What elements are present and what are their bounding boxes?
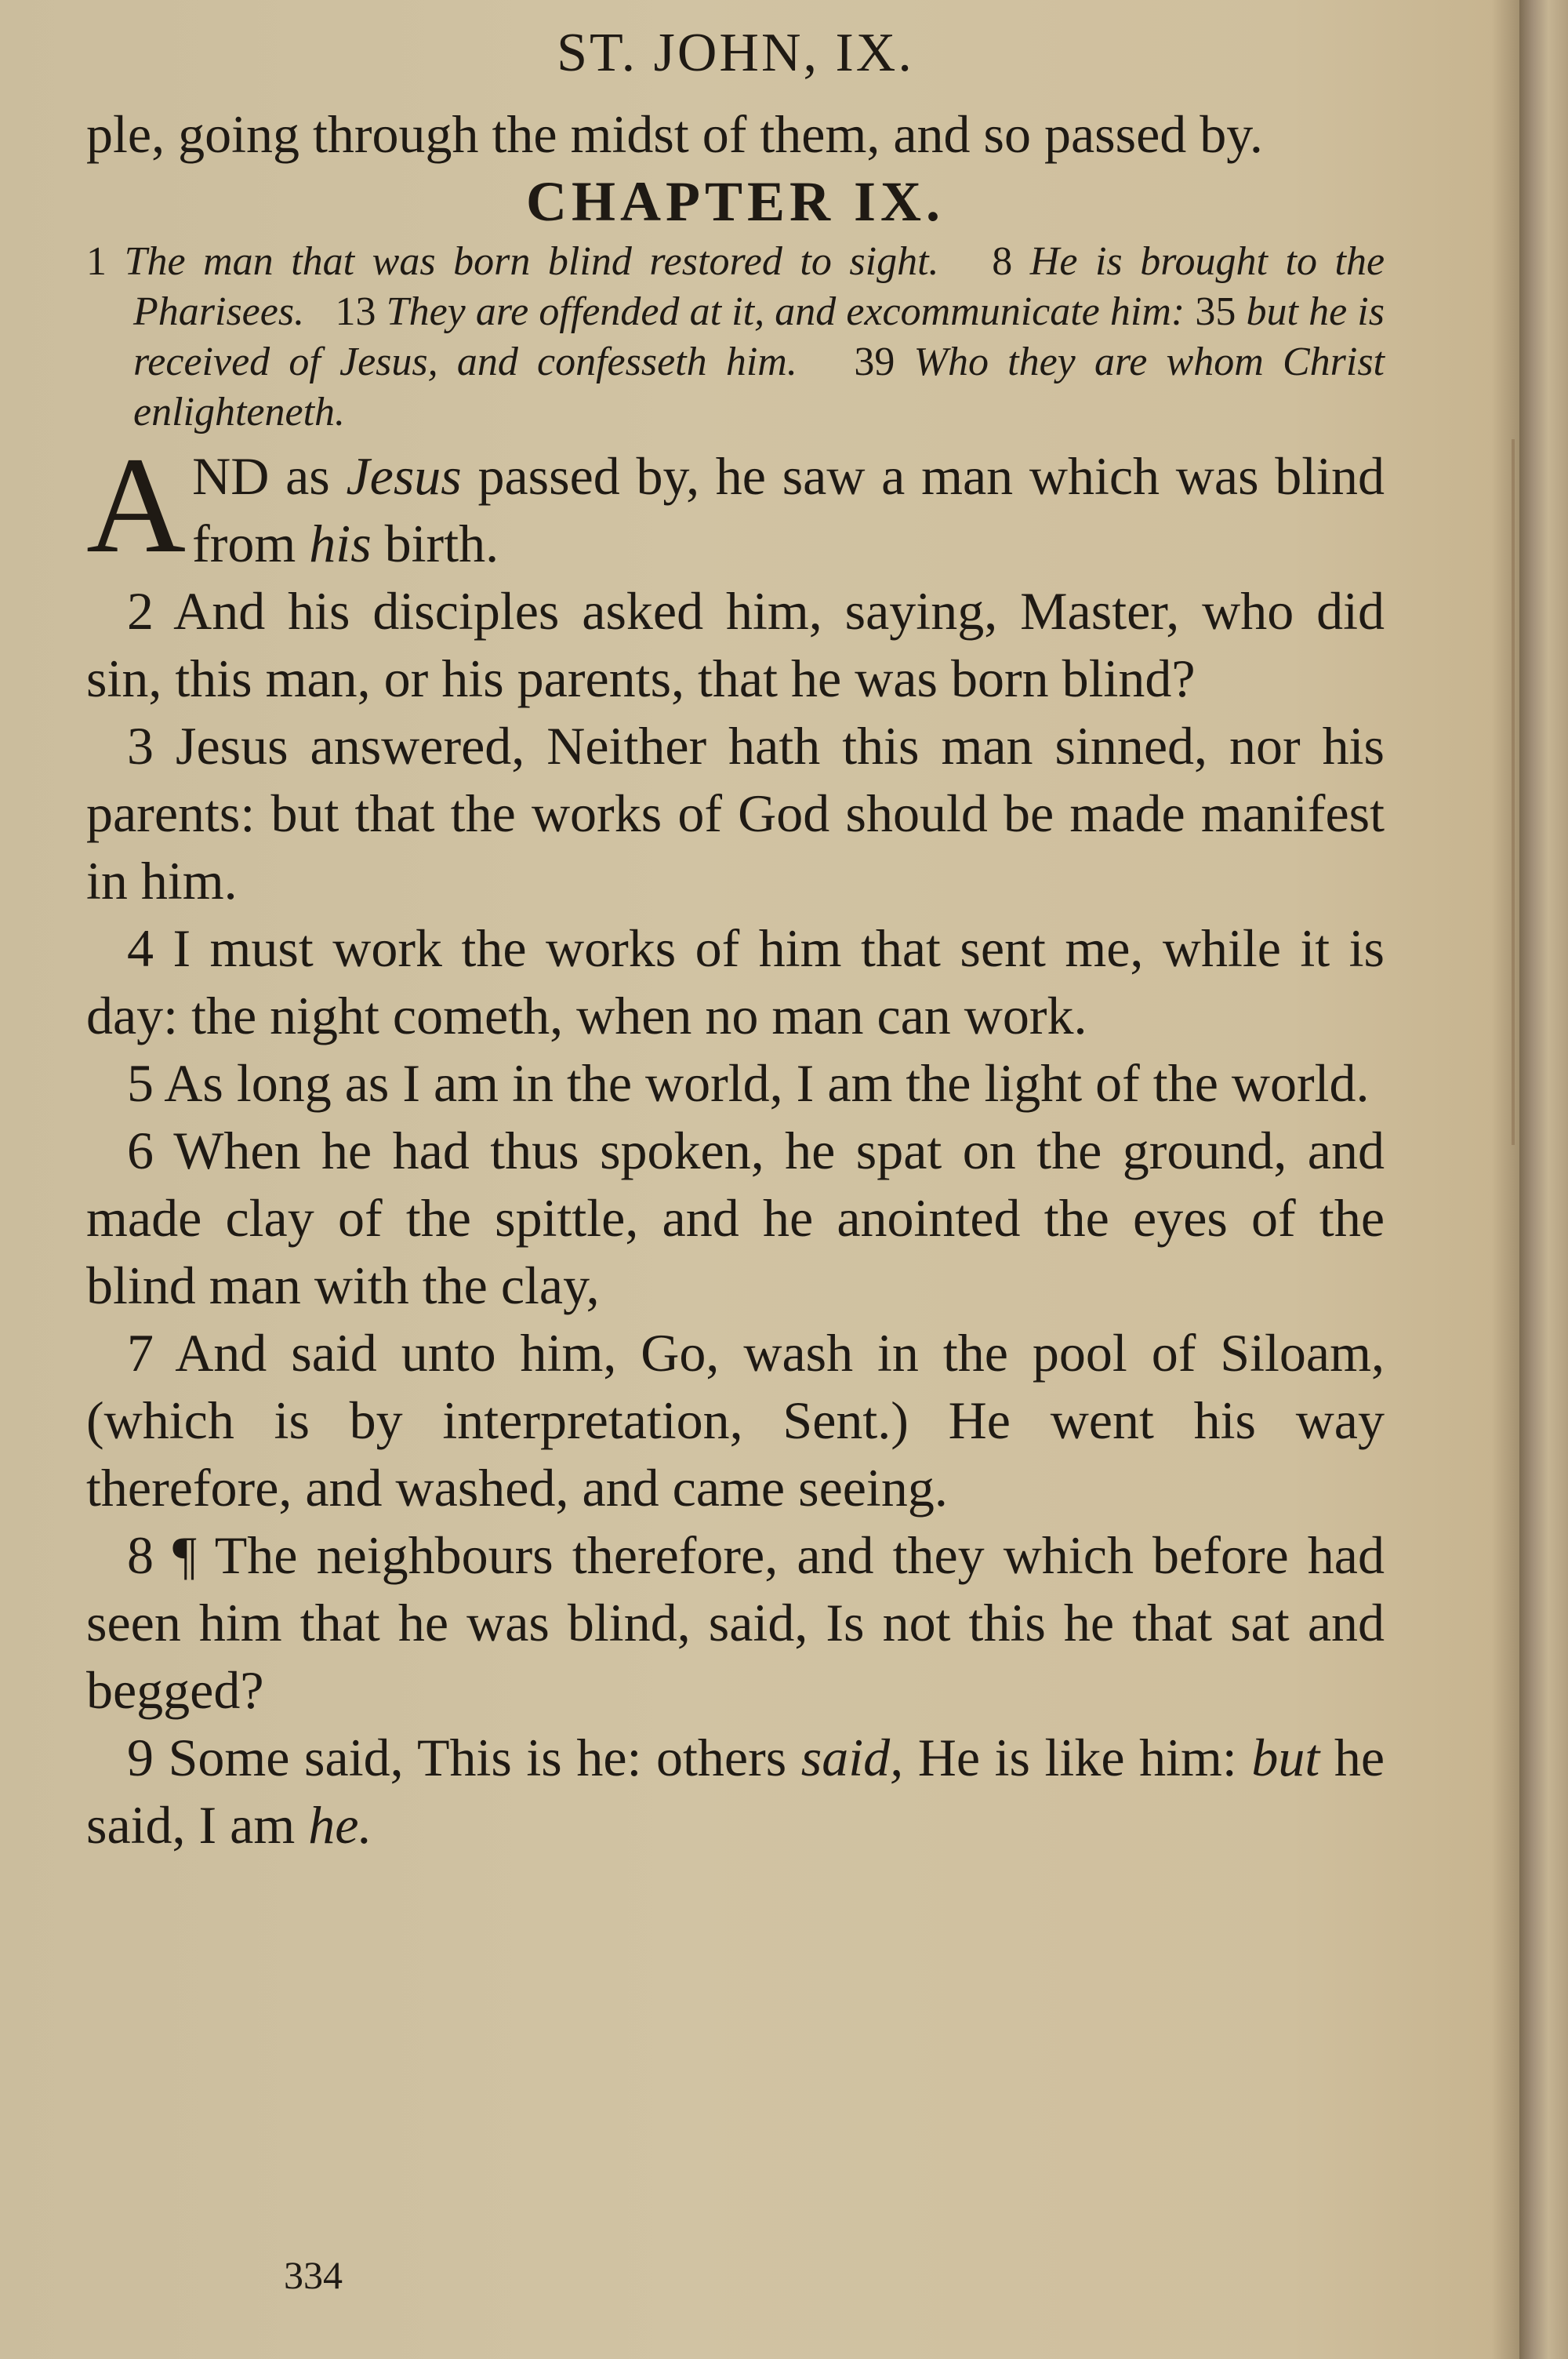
drop-cap: A bbox=[86, 429, 187, 582]
verse-1-italic-word: his bbox=[309, 514, 372, 573]
verse-9-text: He is like him: bbox=[917, 1728, 1237, 1787]
verse-6: 6 When he had thus spoken, he spat on the ground, and made clay of the spittle, and he anointed the eyes of the blind man with the clay, bbox=[86, 1121, 1385, 1315]
verse-1-text: as bbox=[285, 446, 330, 506]
verse-9-italic-word: he. bbox=[308, 1795, 372, 1855]
verse-4: 4 I must work the works of him that sent me, while it is day: the night cometh, when no man can work. bbox=[86, 918, 1385, 1045]
verse-9-italic-word: said, bbox=[800, 1728, 904, 1787]
verse-5: 5 As long as I am in the world, I am the light of the world. bbox=[127, 1053, 1370, 1113]
running-header: ST. JOHN, IX. bbox=[557, 23, 914, 83]
verse-7: 7 And said unto him, Go, wash in the pool of Siloam, (which is by interpretation, Sent.) He went his way therefore, and washed, and came seeing. bbox=[86, 1323, 1385, 1518]
summary-verse-number: 35 bbox=[1195, 289, 1236, 334]
page-number: 334 bbox=[284, 2253, 343, 2297]
verse-9-italic-word: but bbox=[1251, 1728, 1320, 1787]
chapter-heading: CHAPTER IX. bbox=[525, 170, 946, 233]
page-edge-mark bbox=[1512, 439, 1515, 1145]
chapter-summary bbox=[86, 237, 1385, 438]
verse-1-text: passed by, he saw a man which was blind from bbox=[192, 446, 1385, 573]
verse-3: 3 Jesus answered, Neither hath this man sinned, nor his parents: but that the works of God should be made manifest in him. bbox=[86, 716, 1385, 911]
summary-verse-number: 8 bbox=[992, 239, 1013, 284]
verse-9-text: 9 Some said, This is he: others bbox=[127, 1728, 787, 1787]
summary-text: but he is received of Jesus, and confesseth him. bbox=[133, 289, 1385, 384]
summary-verse-number: 39 bbox=[854, 340, 895, 384]
verse-1-opening: ND bbox=[192, 446, 270, 506]
verse-2: 2 And his disciples asked him, saying, Master, who did sin, this man, or his parents, that he was born blind? bbox=[86, 581, 1385, 708]
verse-9-text: he said, I am bbox=[86, 1728, 1385, 1855]
verse-8: 8 ¶ The neighbours therefore, and they which before had seen him that he was blind, said, Is not this he that sat and begged? bbox=[86, 1525, 1385, 1720]
verse-1-italic-word: Jesus bbox=[346, 446, 462, 506]
verse-1 bbox=[86, 429, 1385, 582]
facing-page-edge bbox=[1519, 0, 1568, 2359]
summary-text: The man that was born blind restored to sight. bbox=[124, 239, 939, 284]
page-content bbox=[86, 100, 1385, 1859]
previous-chapter-ending: ple, going through the midst of them, and so passed by. bbox=[86, 104, 1263, 164]
summary-verse-number: 13 bbox=[335, 289, 376, 334]
gutter-shadow bbox=[1491, 0, 1519, 2359]
verse-9 bbox=[86, 1724, 1385, 1859]
summary-text: He is brought to the Pharisees. bbox=[133, 239, 1385, 334]
summary-verse-number: 1 bbox=[86, 239, 107, 284]
summary-text: They are offended at it, and excommunicate him: bbox=[386, 289, 1185, 334]
summary-text: Who they are whom Christ enlighteneth. bbox=[133, 340, 1385, 434]
verse-1-text: birth. bbox=[384, 514, 499, 573]
